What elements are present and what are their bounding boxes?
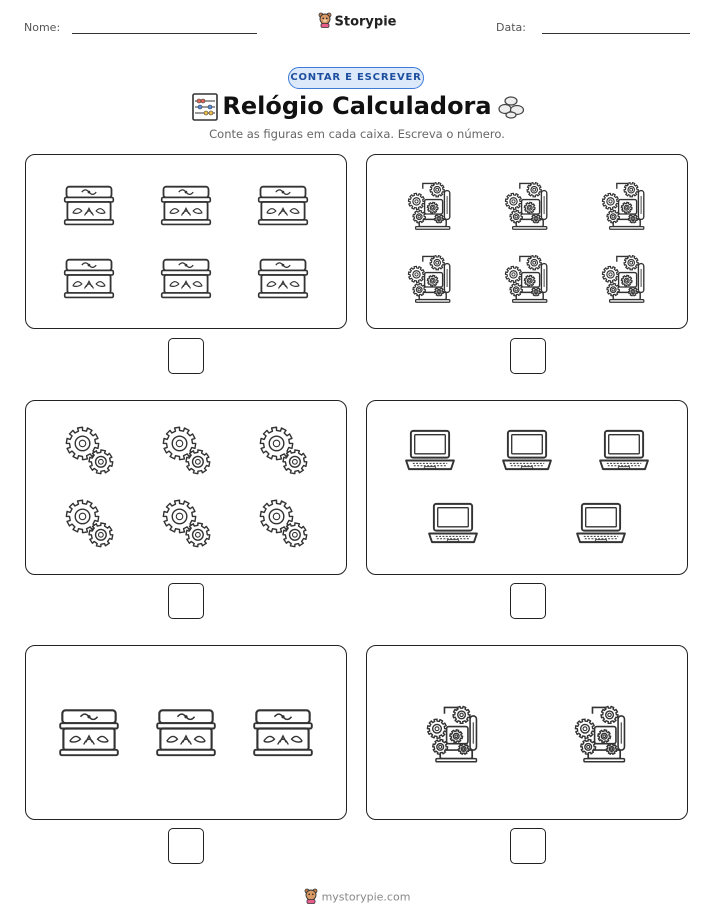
answer-box-6[interactable]	[510, 828, 546, 864]
stones-icon	[497, 94, 525, 124]
counting-panel-6	[366, 645, 688, 820]
counting-panel-3	[25, 400, 347, 575]
answer-box-5[interactable]	[168, 828, 204, 864]
bear-mascot-icon	[318, 12, 332, 32]
answer-box-1[interactable]	[168, 338, 204, 374]
date-label: Data:	[496, 21, 526, 34]
counting-panel-2	[366, 154, 688, 329]
bear-mascot-icon	[304, 888, 318, 907]
brand-name: Storypie	[334, 14, 397, 30]
answer-box-4[interactable]	[510, 583, 546, 619]
counting-panel-1	[25, 154, 347, 329]
brand-logo	[0, 12, 714, 32]
page-title: Relógio Calculadora	[222, 92, 492, 120]
instructions: Conte as figuras em cada caixa. Escreva o número.	[209, 127, 505, 141]
name-line[interactable]	[72, 33, 257, 34]
counting-panel-5	[25, 645, 347, 820]
footer-url: mystorypie.com	[321, 890, 411, 904]
answer-box-3[interactable]	[168, 583, 204, 619]
counting-panel-4	[366, 400, 688, 575]
answer-box-2[interactable]	[510, 338, 546, 374]
footer	[0, 888, 714, 907]
date-line[interactable]	[542, 33, 690, 34]
name-label: Nome:	[24, 21, 61, 34]
activity-badge: CONTAR E ESCREVER	[288, 67, 424, 89]
